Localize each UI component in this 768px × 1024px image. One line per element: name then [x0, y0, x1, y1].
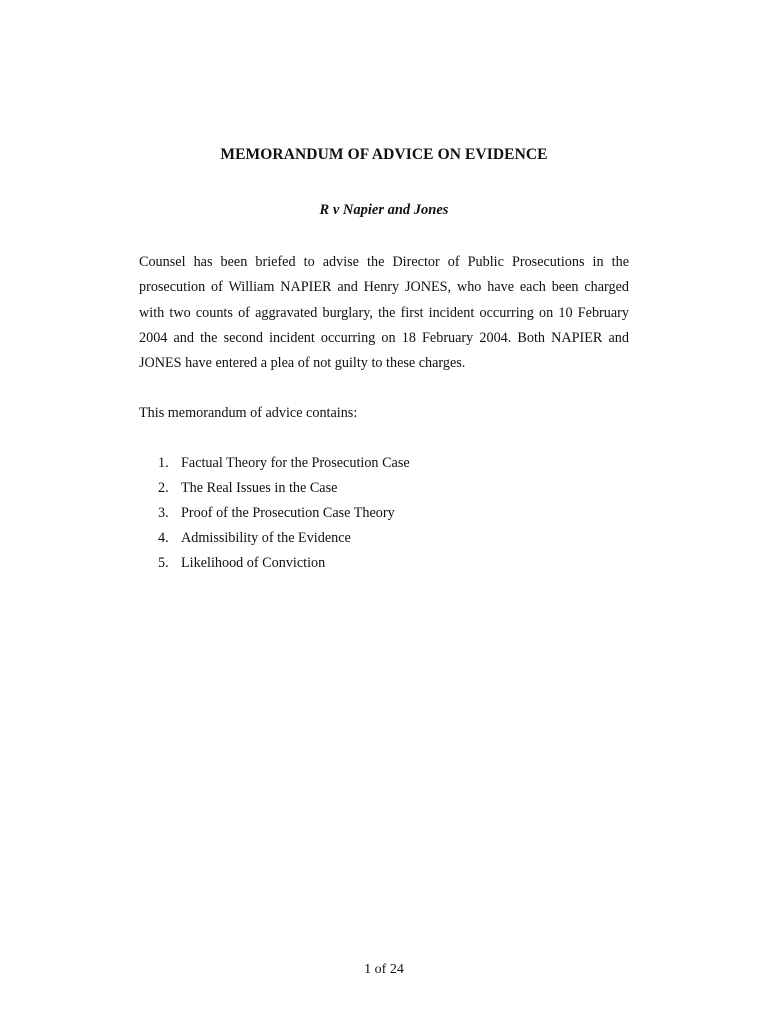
- list-item-number: 5.: [158, 555, 169, 572]
- list-item-label: The Real Issues in the Case: [181, 480, 338, 497]
- list-item-number: 2.: [158, 480, 169, 497]
- list-item: [158, 501, 410, 526]
- document-title: MEMORANDUM OF ADVICE ON EVIDENCE: [220, 146, 548, 163]
- list-item-label: Proof of the Prosecution Case Theory: [181, 505, 395, 522]
- page-number: 1 of 24: [364, 962, 404, 977]
- list-item-number: 1.: [158, 455, 169, 471]
- intro-paragraph: Counsel has been briefed to advise the Director of Public Prosecutions in the prosecution of William NAPIER and Henry JONES, who have each been charged with two counts of aggravated burglary, the first incident occurring on 10 February 2004 and the second incident occurring on 18 February 2004. Both NAPIER and JONES have entered a plea of not guilty to these charges.: [139, 254, 629, 372]
- contents-list: [158, 451, 410, 576]
- list-item-label: Factual Theory for the Prosecution Case: [181, 455, 410, 471]
- list-item: [158, 451, 410, 476]
- contents-intro-paragraph: This memorandum of advice contains:: [139, 405, 358, 421]
- case-name-subtitle: R v Napier and Jones: [319, 202, 449, 218]
- list-item-number: 4.: [158, 530, 169, 547]
- list-item: [158, 476, 410, 501]
- list-item-label: Admissibility of the Evidence: [181, 530, 351, 547]
- list-item: [158, 551, 410, 576]
- list-item-number: 3.: [158, 505, 169, 522]
- list-item-label: Likelihood of Conviction: [181, 555, 326, 572]
- list-item: [158, 526, 410, 551]
